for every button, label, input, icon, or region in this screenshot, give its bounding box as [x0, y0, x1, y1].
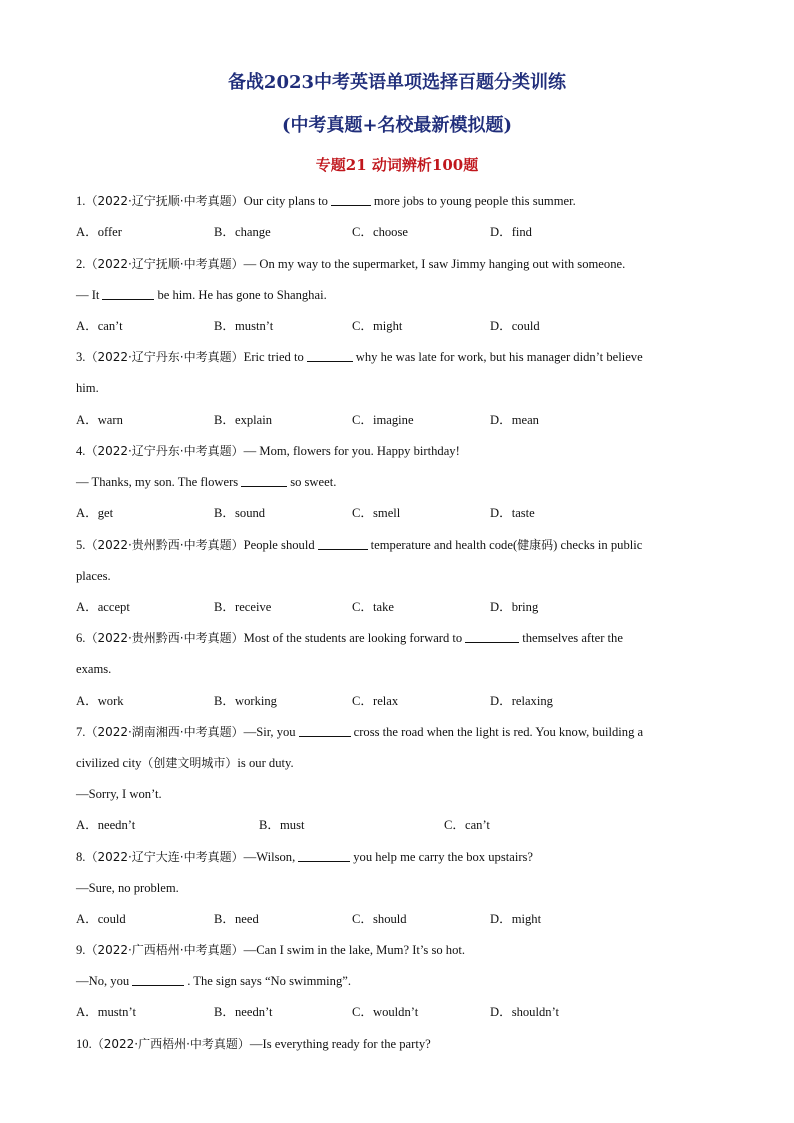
question-text: 健康码 [517, 538, 554, 552]
question-text: ) checks in public [553, 538, 643, 552]
question-text: —Wilson, [243, 850, 296, 864]
option-b: B．mustn’t [214, 319, 274, 333]
question-8 [76, 849, 533, 865]
question-text: civilized city [76, 756, 142, 770]
topic-title: 专题21 动词辨析100题 [315, 156, 479, 174]
option-a: A．could [76, 912, 126, 926]
option-b: B．sound [214, 506, 266, 520]
document-subtitle: (中考真题+名校最新模拟题) [281, 115, 513, 136]
question-text: —Can I swim in the lake, Mum? It’s so hot. [243, 943, 466, 957]
question-number: 6. [76, 631, 86, 645]
question-text: cross the road when the light is red. You know, building a [353, 725, 644, 739]
question-source: （2022·辽宁丹东·中考真题） [85, 444, 244, 458]
answer-blank [241, 474, 287, 487]
option-b: B．must [259, 818, 305, 832]
question-text: be him. He has gone to Shanghai. [157, 288, 327, 302]
question-text: — Thanks, my son. The flowers [76, 475, 239, 489]
option-a: A．mustn’t [76, 1005, 136, 1019]
question-source: （2022·辽宁抚顺·中考真题） [85, 257, 244, 271]
answer-blank [298, 849, 350, 862]
question-number: 5. [76, 538, 86, 552]
question-source: （2022·湖南湘西·中考真题） [85, 725, 244, 739]
option-c: C．take [352, 600, 394, 614]
question-number: 10. [76, 1037, 92, 1051]
question-1 [76, 193, 576, 209]
question-text: . The sign says “No swimming”. [187, 974, 352, 988]
option-d: D．might [490, 912, 542, 926]
question-6-line-2: exams. [76, 662, 112, 676]
question-4-line-2 [76, 474, 336, 490]
question-8-line-2: —Sure, no problem. [76, 881, 179, 895]
option-b: B．working [214, 694, 277, 708]
answer-blank [132, 973, 184, 986]
answer-blank [299, 724, 351, 737]
question-source: （2022·广西梧州·中考真题） [91, 1037, 250, 1051]
question-text: Most of the students are looking forward to [243, 631, 463, 645]
question-3-line-2: him. [76, 381, 99, 395]
question-source: （2022·辽宁大连·中考真题） [85, 850, 244, 864]
question-7-line-2 [76, 755, 294, 771]
question-9-line-2 [76, 973, 351, 989]
question-text: more jobs to young people this summer. [373, 194, 576, 208]
question-text: People should [243, 538, 315, 552]
option-c: C．choose [352, 225, 408, 239]
answer-blank [331, 193, 371, 206]
question-source: （2022·广西梧州·中考真题） [85, 943, 244, 957]
question-number: 9. [76, 943, 86, 957]
question-source: （2022·贵州黔西·中考真题） [85, 631, 244, 645]
option-b: B．receive [214, 600, 272, 614]
question-number: 3. [76, 350, 86, 364]
option-c: C．wouldn’t [352, 1005, 419, 1019]
question-text: is our duty. [237, 756, 294, 770]
option-d: D．bring [490, 600, 539, 614]
option-d: D．taste [490, 506, 535, 520]
option-b: B．need [214, 912, 259, 926]
question-source: （2022·辽宁丹东·中考真题） [85, 350, 244, 364]
question-7-line-3: —Sorry, I won’t. [76, 787, 162, 801]
question-5-line-2: places. [76, 569, 111, 583]
question-text: so sweet. [290, 475, 337, 489]
question-number: 8. [76, 850, 86, 864]
option-a: A．accept [76, 600, 130, 614]
question-2-line-2 [76, 287, 327, 303]
answer-blank [465, 630, 519, 643]
option-b: B．change [214, 225, 271, 239]
question-text: temperature and health code( [370, 538, 518, 552]
answer-blank [102, 287, 154, 300]
option-c: C．might [352, 319, 403, 333]
question-6 [76, 630, 623, 646]
option-a: A．can’t [76, 319, 123, 333]
question-text: —No, you [76, 974, 130, 988]
option-c: C．should [352, 912, 407, 926]
option-d: D．could [490, 319, 540, 333]
question-number: 2. [76, 257, 86, 271]
question-number: 7. [76, 725, 86, 739]
answer-blank [318, 537, 368, 550]
question-text: themselves after the [522, 631, 623, 645]
option-a: A．get [76, 506, 114, 520]
question-text: — On my way to the supermarket, I saw Jimmy hanging out with someone. [243, 257, 626, 271]
question-7 [76, 724, 643, 740]
question-text: — It [76, 288, 100, 302]
question-text: — Mom, flowers for you. Happy birthday! [243, 444, 460, 458]
question-3 [76, 349, 643, 365]
question-2 [76, 256, 625, 272]
question-number: 4. [76, 444, 86, 458]
question-source: （2022·辽宁抚顺·中考真题） [85, 194, 244, 208]
question-9 [76, 942, 465, 958]
question-text: Eric tried to [243, 350, 304, 364]
option-a: A．warn [76, 413, 123, 427]
option-c: C．relax [352, 694, 399, 708]
question-text: —Is everything ready for the party? [249, 1037, 431, 1051]
option-a: A．needn’t [76, 818, 136, 832]
question-source: （2022·贵州黔西·中考真题） [85, 538, 244, 552]
question-5 [76, 537, 642, 553]
question-text: （创建文明城市） [141, 756, 238, 770]
option-a: A．work [76, 694, 124, 708]
option-b: B．explain [214, 413, 273, 427]
option-d: D．relaxing [490, 694, 553, 708]
question-text: —Sir, you [243, 725, 296, 739]
option-c: C．imagine [352, 413, 414, 427]
option-a: A．offer [76, 225, 122, 239]
option-c: C．smell [352, 506, 401, 520]
option-d: D．mean [490, 413, 539, 427]
option-c: C．can’t [444, 818, 490, 832]
question-10 [76, 1036, 431, 1052]
question-text: you help me carry the box upstairs? [353, 850, 534, 864]
option-d: D．shouldn’t [490, 1005, 560, 1019]
answer-blank [307, 349, 353, 362]
question-text: why he was late for work, but his manager didn’t believe [355, 350, 643, 364]
question-4 [76, 443, 460, 459]
question-text: Our city plans to [243, 194, 328, 208]
option-b: B．needn’t [214, 1005, 273, 1019]
option-d: D．find [490, 225, 532, 239]
question-number: 1. [76, 194, 86, 208]
document-title: 备战2023中考英语单项选择百题分类训练 [227, 72, 567, 93]
